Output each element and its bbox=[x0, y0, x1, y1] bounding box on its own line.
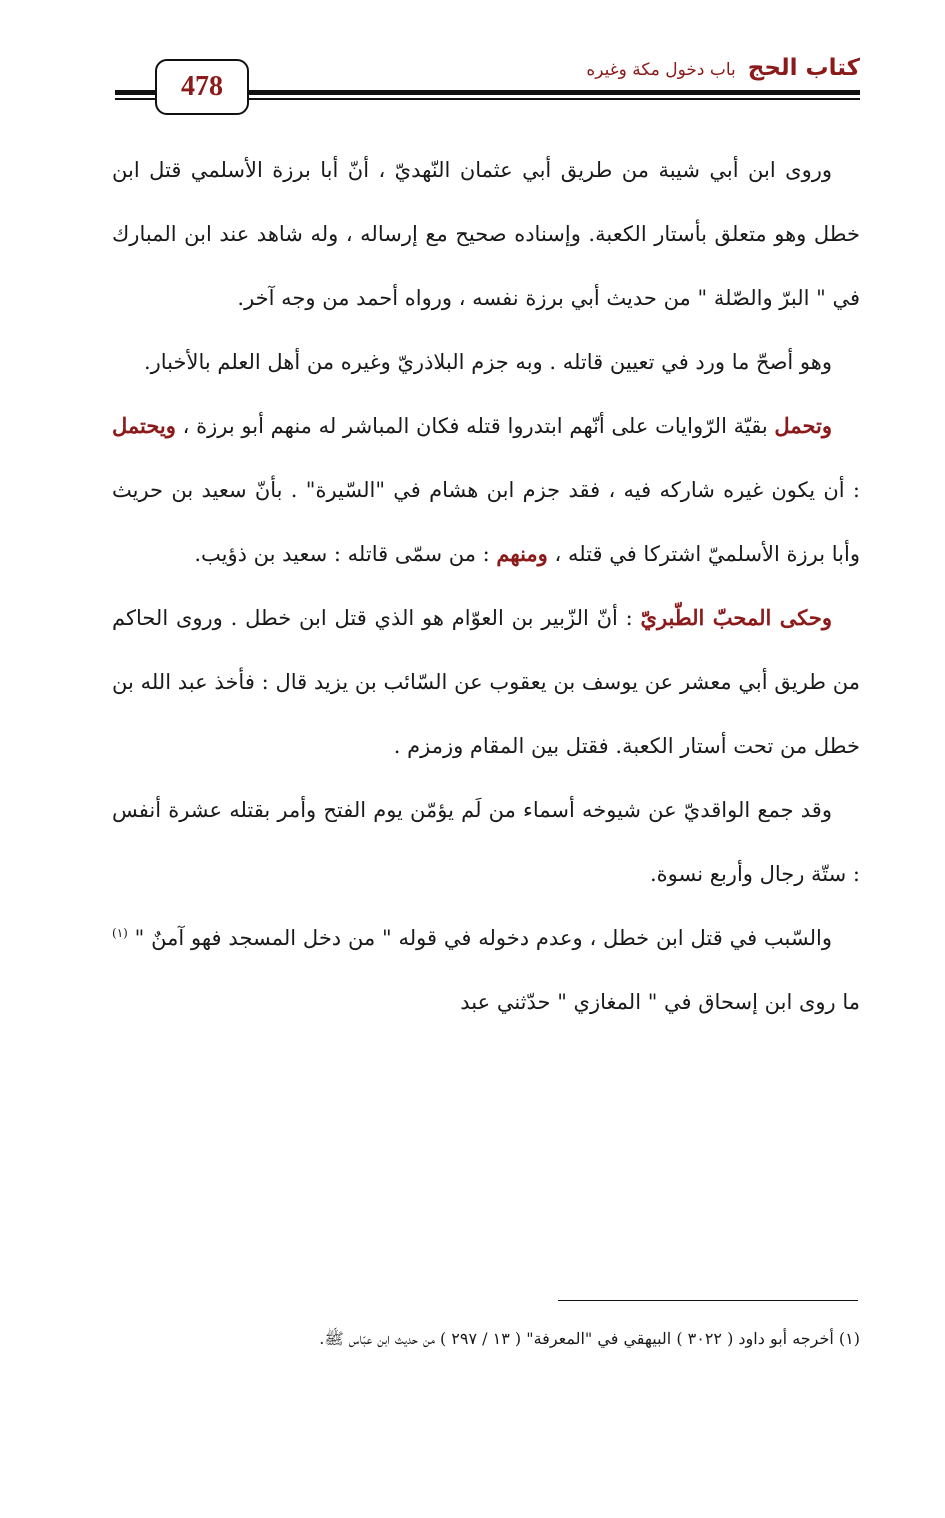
paragraph-text: والسّبب في قتل ابن خطل ، وعدم دخوله في قوله " من دخل المسجد فهو آمنٌ " bbox=[127, 926, 832, 950]
highlight-term: وتحمل bbox=[774, 413, 832, 438]
footnotes bbox=[112, 1322, 860, 1356]
footnote-reference[interactable]: (١) bbox=[112, 926, 128, 940]
paragraph-6 bbox=[112, 906, 860, 1034]
highlight-term: ومنهم bbox=[496, 541, 548, 566]
running-head bbox=[586, 55, 860, 89]
paragraph-5: وقد جمع الواقديّ عن شيوخه أسماء من لَم يؤمّن يوم الفتح وأمر بقتله عشرة أنفس : ستّة رجال وأربع نسوة. bbox=[112, 798, 860, 886]
chapter-title: باب دخول مكة وغيره bbox=[586, 60, 736, 80]
paragraph-3 bbox=[112, 394, 860, 586]
paragraph-1: وروى ابن أبي شيبة من طريق أبي عثمان النّهديّ ، أنّ أبا برزة الأسلمي قتل ابن خطل وهو متعلق بأستار الكعبة. وإسناده صحيح مع إرساله ، وله شاهد عند ابن المبارك في " البرّ والصّلة " من حديث أبي برزة نفسه ، ورواه أحمد من وجه آخر. bbox=[112, 158, 860, 310]
paragraph-2: وهو أصحّ ما ورد في تعيين قاتله . وبه جزم البلاذريّ وغيره من أهل العلم بالأخبار. bbox=[143, 350, 832, 374]
paragraph-4 bbox=[112, 586, 860, 778]
paragraph-text: : من سمّى قاتله : سعيد بن ذؤيب. bbox=[194, 542, 497, 566]
footnote-separator bbox=[558, 1300, 858, 1301]
page-number: 478 bbox=[155, 59, 249, 115]
page-header bbox=[115, 55, 860, 125]
paragraph-text: : أن يكون غيره شاركه فيه ، فقد جزم ابن هشام في "السّيرة" . بأنّ سعيد بن حريث وأبا برزة الأسلميّ اشتركا في قتله ، bbox=[112, 478, 860, 566]
highlight-term: وحكى المحبّ الطّبريّ bbox=[640, 605, 832, 630]
main-text bbox=[112, 138, 860, 1034]
footnote-1: (١) أخرجه أبو داود ( ٣٠٢٢ ) البيهقي في "المعرفة" ( ١٣ / ٢٩٧ ) من حديث ابن عبّاس ﷺ. bbox=[319, 1329, 860, 1348]
book-title: كتاب الحج bbox=[747, 55, 860, 81]
highlight-term: ويحتمل bbox=[112, 413, 176, 438]
paragraph-text: ما روى ابن إسحاق في " المغازي " حدّثني عبد bbox=[460, 990, 860, 1014]
paragraph-text: بقيّة الرّوايات على أنّهم ابتدروا قتله فكان المباشر له منهم أبو برزة ، bbox=[175, 414, 775, 438]
paragraph-text: : أنّ الزّبير بن العوّام هو الذي قتل ابن خطل . وروى الحاكم من طريق أبي معشر عن يوسف بن يعقوب عن السّائب بن يزيد قال : فأخذ عبد الله بن خطل من تحت أستار الكعبة. فقتل بين المقام وزمزم . bbox=[112, 606, 860, 758]
